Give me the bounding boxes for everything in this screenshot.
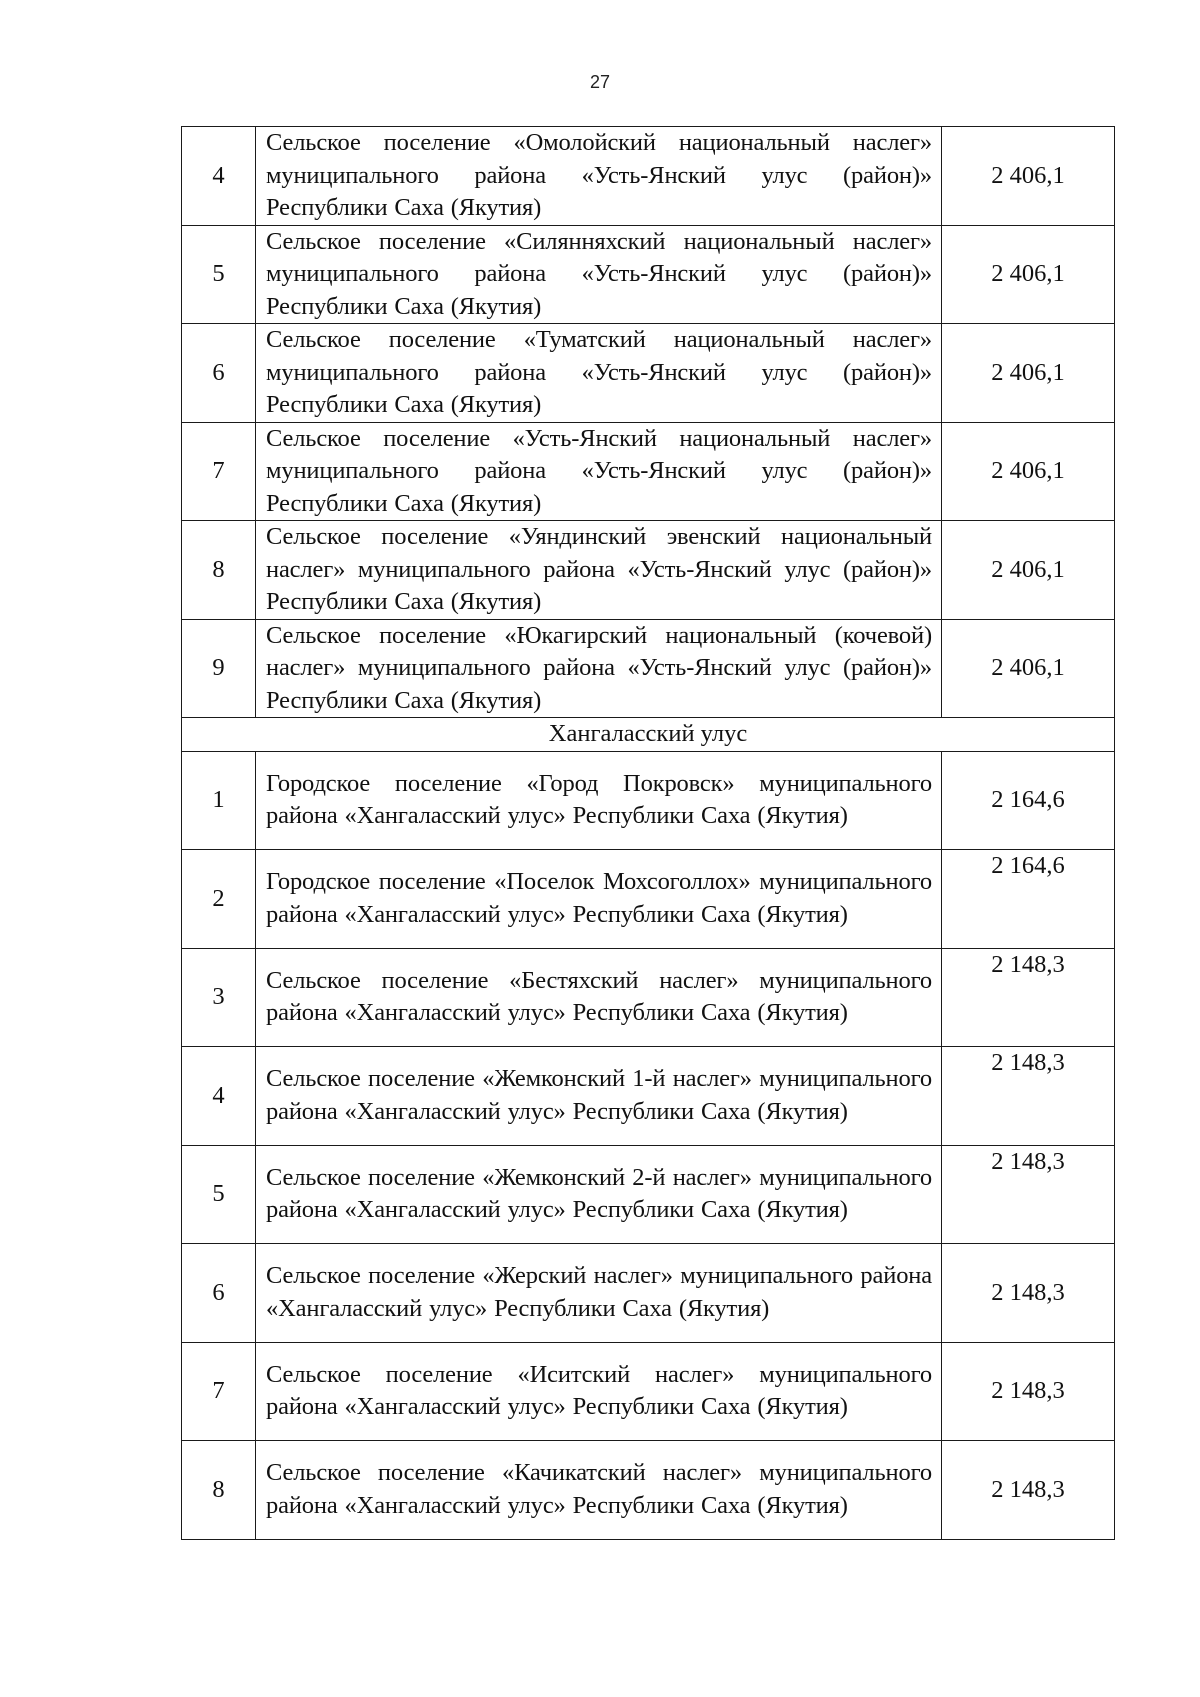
row-number: 6 — [182, 1244, 256, 1343]
table-row — [182, 619, 1115, 718]
settlement-name: Сельское поселение «Силянняхский национальный наслег» муниципального района «Усть-Янский улус (район)» Республики Саха (Якутия) — [256, 225, 942, 324]
amount-value: 2 406,1 — [942, 521, 1115, 620]
settlement-name: Городское поселение «Город Покровск» муниципального района «Хангаласский улус» Республики Саха (Якутия) — [256, 751, 942, 850]
table-row — [182, 521, 1115, 620]
row-number: 4 — [182, 1047, 256, 1146]
section-header-row — [182, 718, 1115, 752]
row-number: 9 — [182, 619, 256, 718]
row-number: 7 — [182, 422, 256, 521]
settlement-name: Сельское поселение «Жемконский 2-й наслег» муниципального района «Хангаласский улус» Республики Саха (Якутия) — [256, 1145, 942, 1244]
amount-value: 2 148,3 — [942, 1047, 1115, 1146]
settlement-name: Сельское поселение «Уяндинский эвенский национальный наслег» муниципального района «Усть-Янский улус (район)» Республики Саха (Якутия) — [256, 521, 942, 620]
row-number: 2 — [182, 850, 256, 949]
settlement-name: Сельское поселение «Иситский наслег» муниципального района «Хангаласский улус» Республики Саха (Якутия) — [256, 1342, 942, 1441]
settlement-name: Сельское поселение «Жемконский 1-й наслег» муниципального района «Хангаласский улус» Республики Саха (Якутия) — [256, 1047, 942, 1146]
settlement-name: Сельское поселение «Жерский наслег» муниципального района «Хангаласский улус» Республики Саха (Якутия) — [256, 1244, 942, 1343]
table-row — [182, 948, 1115, 1047]
settlement-name: Сельское поселение «Усть-Янский национальный наслег» муниципального района «Усть-Янский улус (район)» Республики Саха (Якутия) — [256, 422, 942, 521]
settlements-table — [181, 126, 1115, 1540]
row-number: 4 — [182, 127, 256, 226]
amount-value: 2 164,6 — [942, 850, 1115, 949]
settlement-name: Сельское поселение «Омолойский национальный наслег» муниципального района «Усть-Янский улус (район)» Республики Саха (Якутия) — [256, 127, 942, 226]
page-number: 27 — [589, 72, 611, 92]
section-title: Хангаласский улус — [182, 718, 1115, 752]
amount-value: 2 148,3 — [942, 1244, 1115, 1343]
amount-value: 2 148,3 — [942, 948, 1115, 1047]
amount-value: 2 148,3 — [942, 1441, 1115, 1540]
settlement-name: Сельское поселение «Бестяхский наслег» муниципального района «Хангаласский улус» Республики Саха (Якутия) — [256, 948, 942, 1047]
row-number: 1 — [182, 751, 256, 850]
table-row — [182, 1145, 1115, 1244]
row-number: 3 — [182, 948, 256, 1047]
amount-value: 2 148,3 — [942, 1145, 1115, 1244]
table-row — [182, 225, 1115, 324]
table-row — [182, 751, 1115, 850]
amount-value: 2 148,3 — [942, 1342, 1115, 1441]
row-number: 5 — [182, 1145, 256, 1244]
amount-value: 2 406,1 — [942, 422, 1115, 521]
table-row — [182, 324, 1115, 423]
table-row — [182, 850, 1115, 949]
table-row — [182, 1244, 1115, 1343]
row-number: 8 — [182, 521, 256, 620]
amount-value: 2 406,1 — [942, 619, 1115, 718]
amount-value: 2 406,1 — [942, 127, 1115, 226]
table-row — [182, 1342, 1115, 1441]
table-row — [182, 1047, 1115, 1146]
row-number: 5 — [182, 225, 256, 324]
table-row — [182, 127, 1115, 226]
settlement-name: Сельское поселение «Качикатский наслег» муниципального района «Хангаласский улус» Республики Саха (Якутия) — [256, 1441, 942, 1540]
amount-value: 2 406,1 — [942, 225, 1115, 324]
settlement-name: Городское поселение «Поселок Мохсоголлох» муниципального района «Хангаласский улус» Республики Саха (Якутия) — [256, 850, 942, 949]
row-number: 6 — [182, 324, 256, 423]
row-number: 8 — [182, 1441, 256, 1540]
settlement-name: Сельское поселение «Туматский национальный наслег» муниципального района «Усть-Янский улус (район)» Республики Саха (Якутия) — [256, 324, 942, 423]
table-row — [182, 1441, 1115, 1540]
table-row — [182, 422, 1115, 521]
amount-value: 2 406,1 — [942, 324, 1115, 423]
row-number: 7 — [182, 1342, 256, 1441]
amount-value: 2 164,6 — [942, 751, 1115, 850]
settlement-name: Сельское поселение «Юкагирский национальный (кочевой) наслег» муниципального района «Усть-Янский улус (район)» Республики Саха (Якутия) — [256, 619, 942, 718]
